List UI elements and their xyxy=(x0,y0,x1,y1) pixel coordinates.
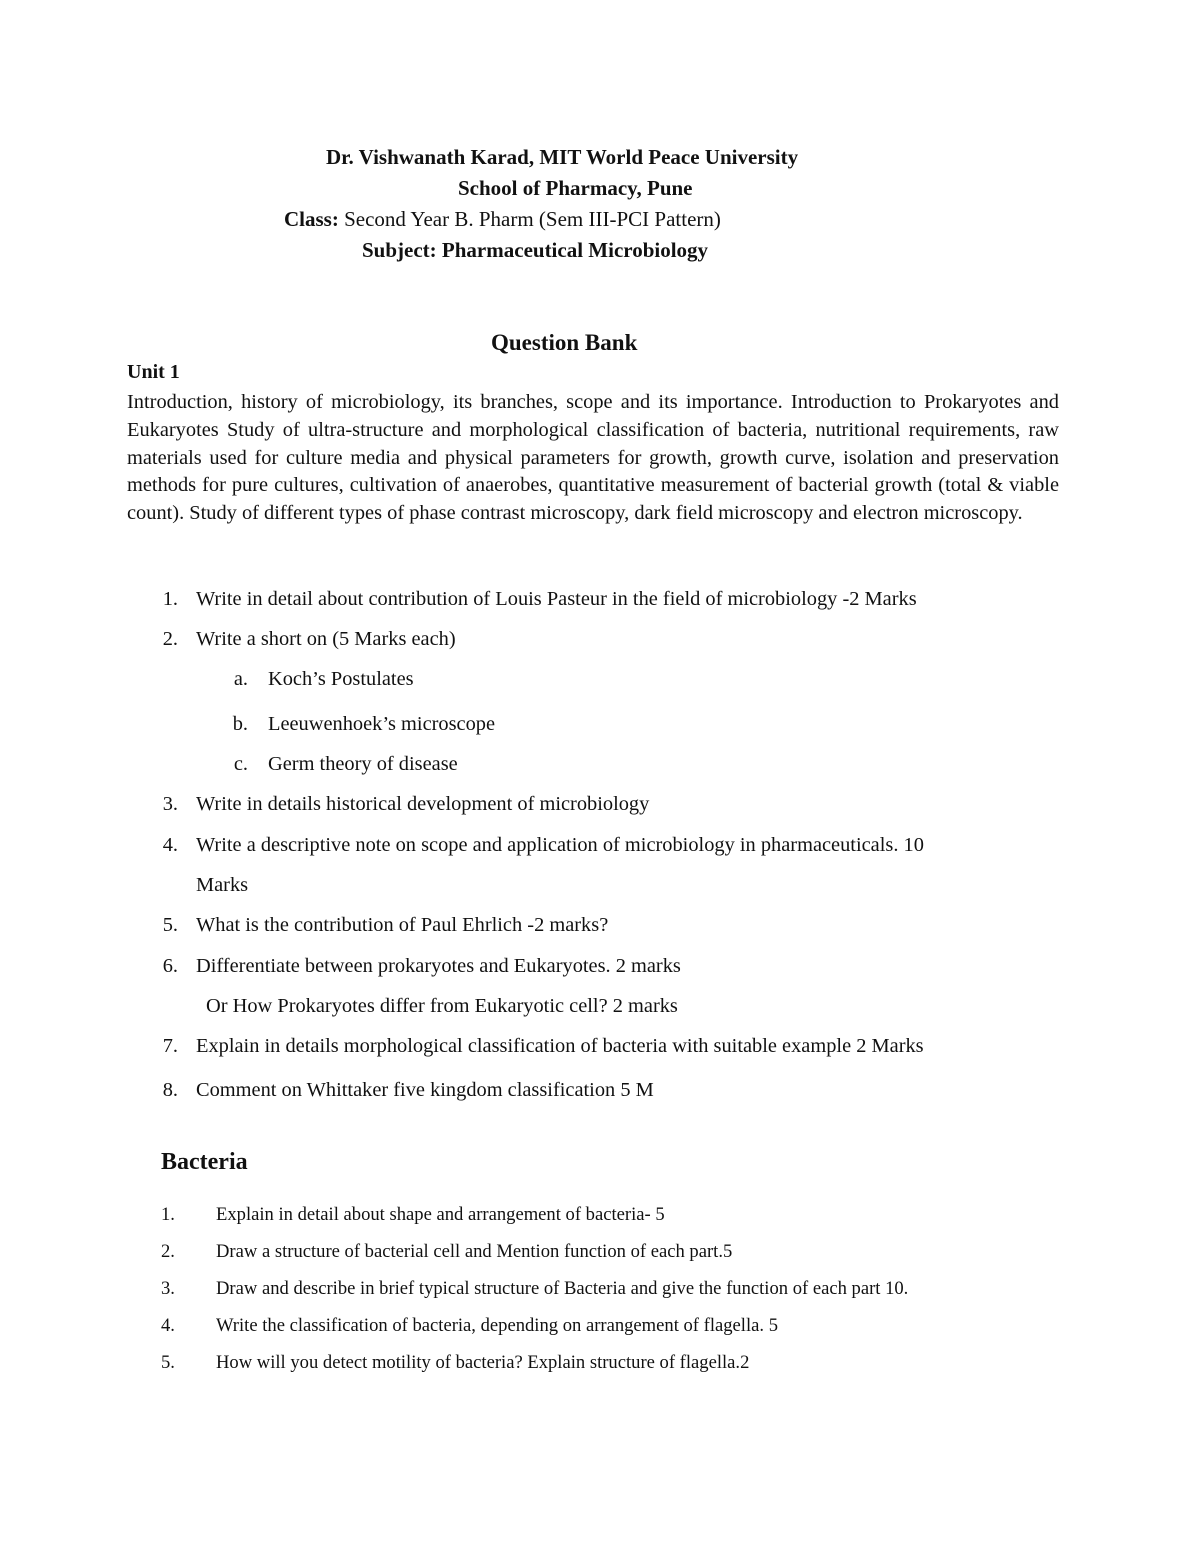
question-text: Draw and describe in brief typical structure of Bacteria and give the function of each part 10. xyxy=(216,1278,909,1299)
sub-question-text: Germ theory of disease xyxy=(268,753,458,775)
question-number: 3. xyxy=(161,1278,175,1299)
question-text: Write in details historical development of microbiology xyxy=(196,793,650,815)
unit-heading: Unit 1 xyxy=(127,361,180,383)
document-title: Question Bank xyxy=(491,330,638,355)
question-number: 2. xyxy=(161,1241,175,1262)
subject-value: Pharmaceutical Microbiology xyxy=(436,238,709,262)
sub-question-letter: a. xyxy=(233,668,248,690)
sub-question-letter: c. xyxy=(233,753,248,775)
question-number: 1. xyxy=(162,588,178,610)
class-line xyxy=(284,206,721,232)
question-number: 4. xyxy=(161,1315,175,1336)
unit-syllabus: Introduction, history of microbiology, its branches, scope and its importance. Introduction to Prokaryotes and Eukaryotes Study of ultra-structure and morphological classification of bacteria, nutritional requirements, raw materials used for culture media and physical parameters for growth, growth curve, isolation and preservation methods for pure cultures, cultivation of anaerobes, quantitative measurement of bacterial growth (total & viable count). Study of different types of phase contrast microscopy, dark field microscopy and electron microscopy. xyxy=(127,391,1059,525)
question-text: Write in detail about contribution of Louis Pasteur in the field of microbiology -2 Marks xyxy=(196,588,917,610)
subject-label: Subject: xyxy=(362,238,437,262)
subject-line xyxy=(362,237,708,263)
question-number: 4. xyxy=(162,834,178,856)
school-name: School of Pharmacy, Pune xyxy=(458,176,693,200)
question-text: Write the classification of bacteria, depending on arrangement of flagella. 5 xyxy=(216,1315,778,1336)
question-text: Write a descriptive note on scope and application of microbiology in pharmaceuticals. 10 xyxy=(196,834,924,856)
question-text: Explain in detail about shape and arrangement of bacteria- 5 xyxy=(216,1204,665,1225)
bacteria-heading: Bacteria xyxy=(161,1149,248,1175)
question-number: 5. xyxy=(161,1352,175,1373)
class-label: Class: xyxy=(284,207,339,231)
question-text: Draw a structure of bacterial cell and Mention function of each part.5 xyxy=(216,1241,733,1262)
question-text: Or How Prokaryotes differ from Eukaryotic cell? 2 marks xyxy=(206,995,678,1017)
question-text: What is the contribution of Paul Ehrlich -2 marks? xyxy=(196,914,609,936)
question-number: 7. xyxy=(162,1035,178,1057)
question-text: Explain in details morphological classification of bacteria with suitable example 2 Marks xyxy=(196,1035,924,1057)
question-text: Differentiate between prokaryotes and Eukaryotes. 2 marks xyxy=(196,955,681,977)
question-text: How will you detect motility of bacteria? Explain structure of flagella.2 xyxy=(216,1352,750,1373)
question-text: Marks xyxy=(196,874,249,896)
question-number: 1. xyxy=(161,1204,175,1225)
university-name: Dr. Vishwanath Karad, MIT World Peace University xyxy=(326,145,799,169)
question-text: Write a short on (5 Marks each) xyxy=(196,628,456,650)
question-number: 3. xyxy=(162,793,178,815)
question-number: 2. xyxy=(162,628,178,650)
class-value: Second Year B. Pharm (Sem III-PCI Pattern) xyxy=(338,207,721,231)
sub-question-text: Leeuwenhoek’s microscope xyxy=(268,713,496,735)
sub-question-letter: b. xyxy=(232,713,248,735)
question-text: Comment on Whittaker five kingdom classification 5 M xyxy=(196,1079,654,1101)
question-number: 5. xyxy=(162,914,178,936)
sub-question-text: Koch’s Postulates xyxy=(268,668,414,690)
question-number: 8. xyxy=(162,1079,178,1101)
question-number: 6. xyxy=(162,955,178,977)
